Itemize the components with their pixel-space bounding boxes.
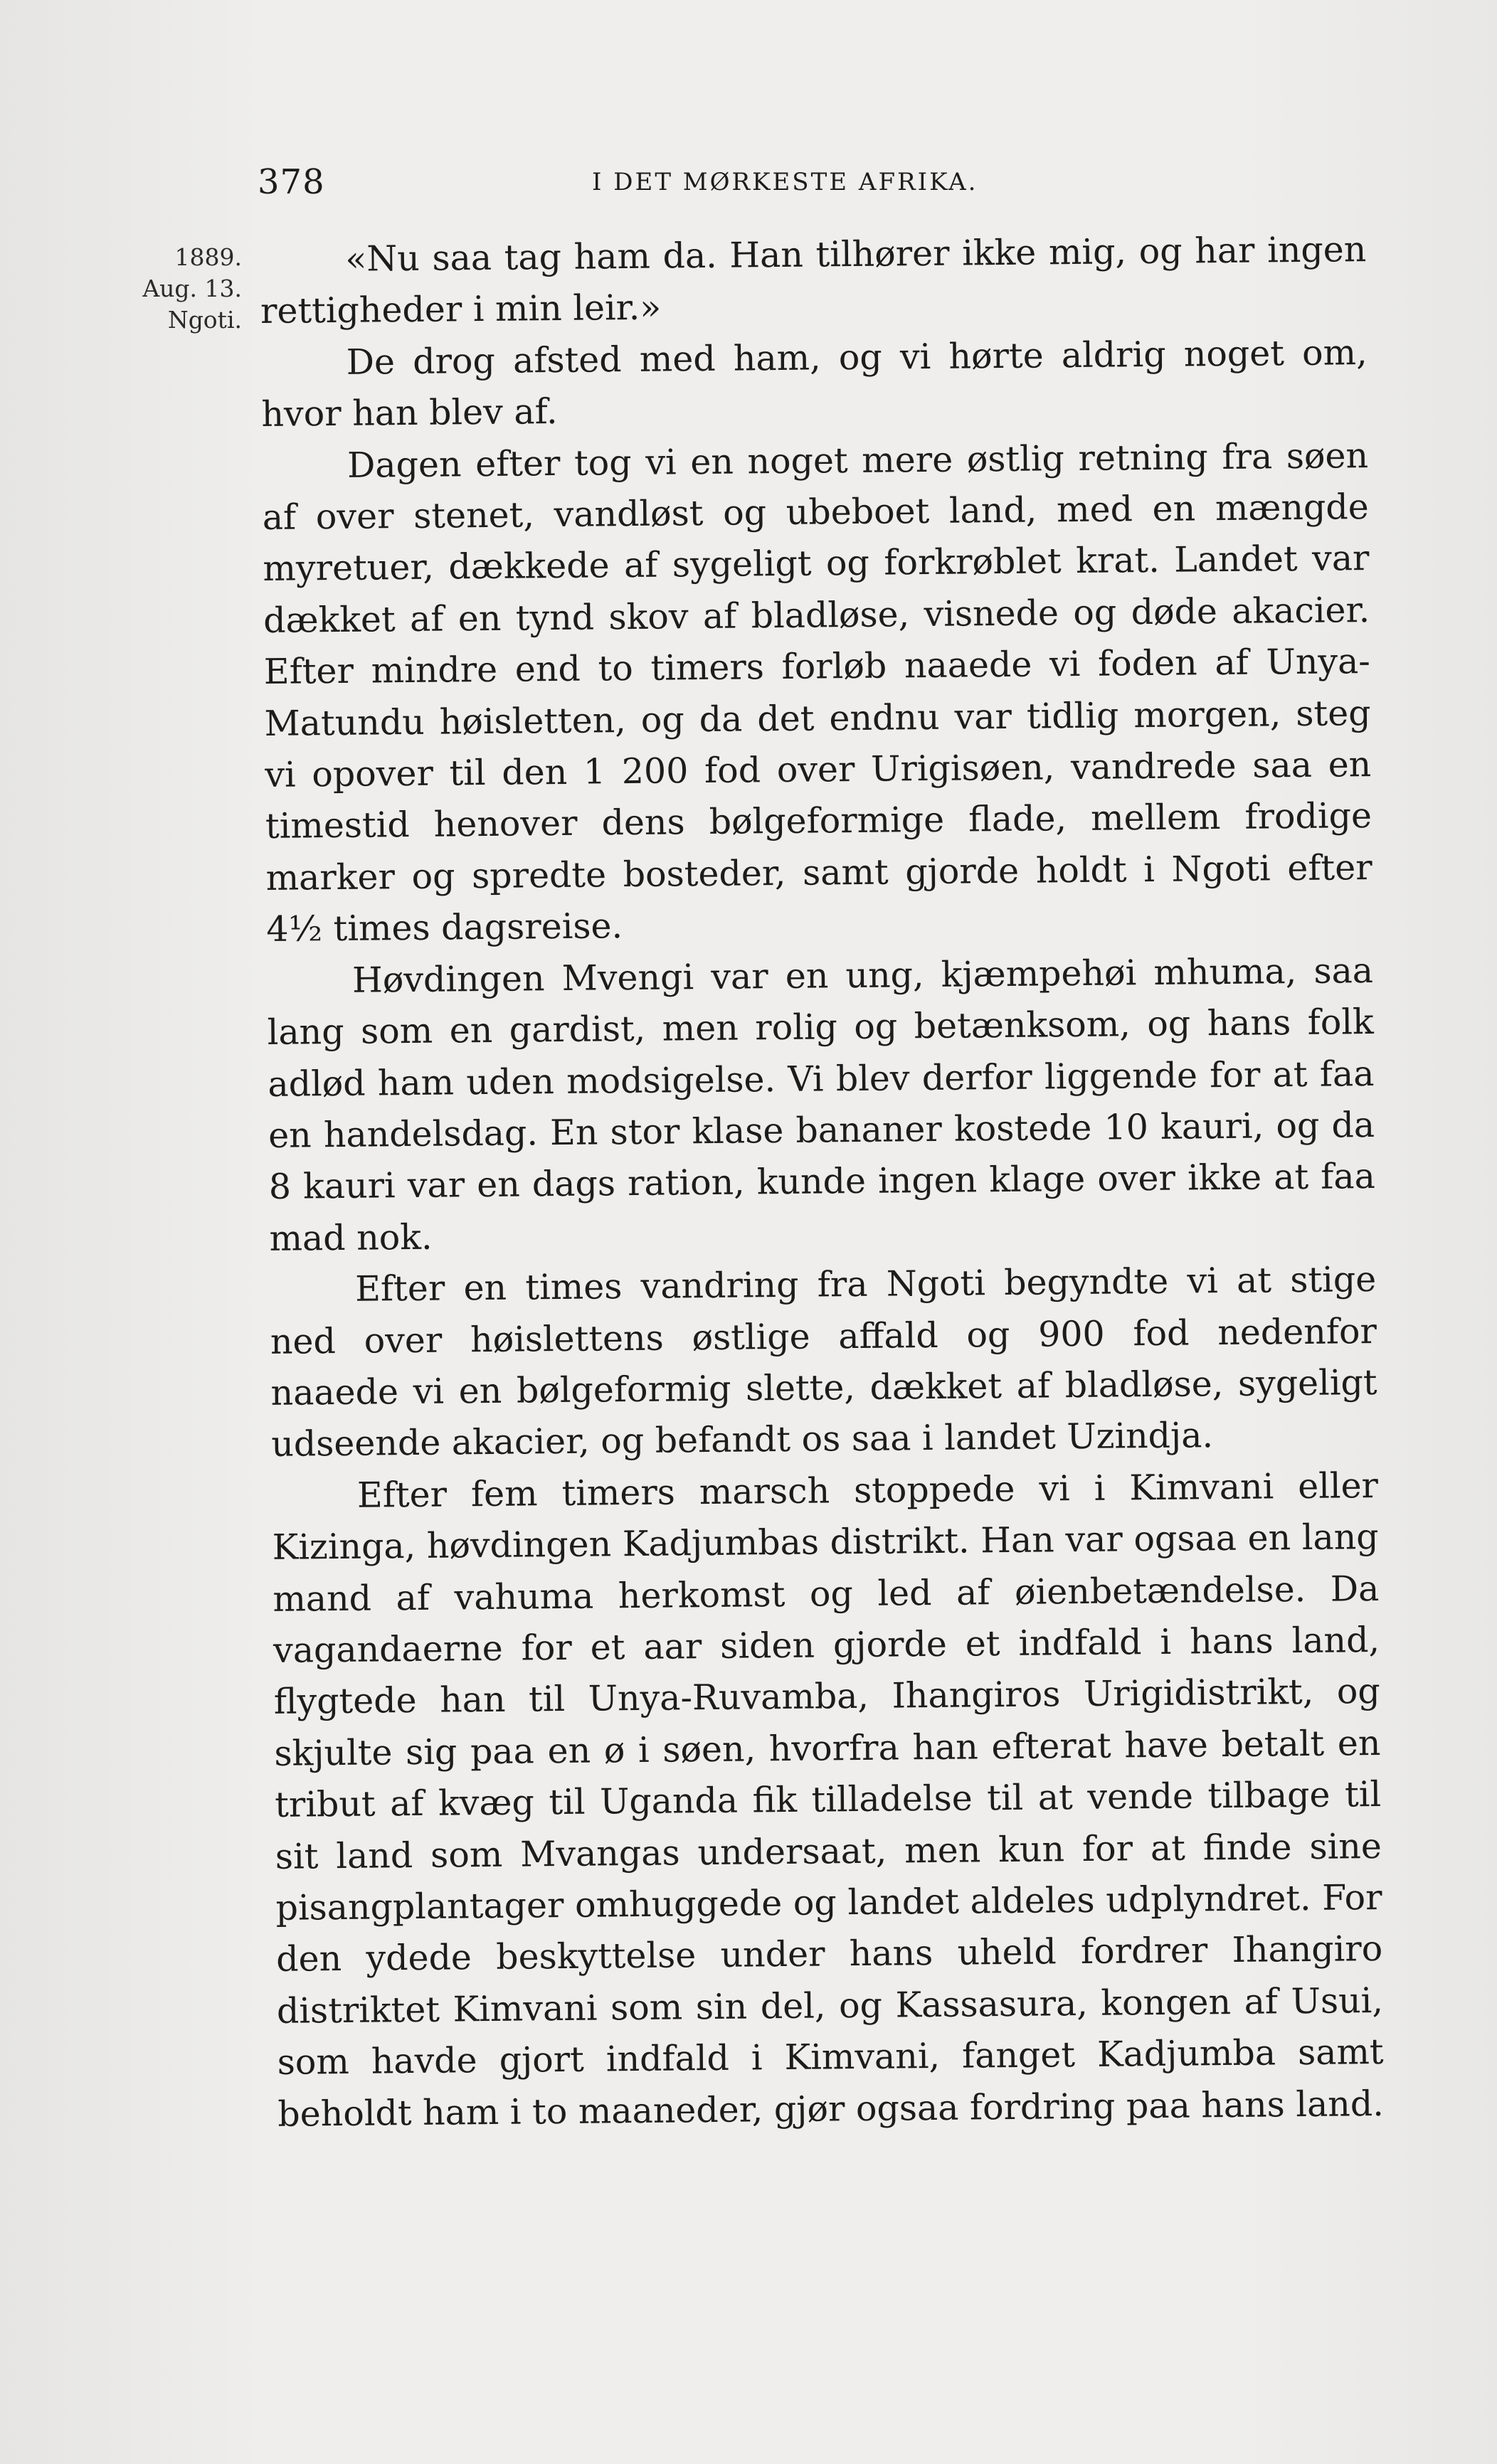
margin-note-place: Ngoti. [167,306,242,334]
margin-note-date: Aug. 13. [142,275,242,302]
paragraph-2: De drog afsted med ham, og vi hørte aldrig noget om, hvor han blev af. [261,331,1368,435]
margin-note [117,242,242,336]
paragraph-3: Dagen efter tog vi en noget mere østlig retning fra søen af over stenet, vandløst og ubeboet land, med en mængde myretuer, dækkede af sygeligt og forkrøblet krat. Landet var dækket af en tynd skov af bladløse, visnede og døde akacier. Efter mindre end to timers forløb naaede vi foden af Unya-Matundu høisletten, og da det endnu var tidlig morgen, steg vi opover til den 1 200 fod over Urigisøen, vandrede saa en timestid henover dens bølgeformige flade, mellem frodige marker og spredte bosteder, samt gjorde holdt i Ngoti efter 4½ times dagsreise. [262,435,1372,950]
paragraph-4: Høvdingen Mvengi var en ung, kjæmpehøi mhuma, saa lang som en gardist, men rolig og betænksom, og hans folk adlød ham uden modsigelse. Vi blev derfor liggende for at faa en handelsdag. En stor klase bananer kostede 10 kauri, og da 8 kauri var en dags ration, kunde ingen klage over ikke at faa mad nok. [267,950,1376,1259]
margin-note-year: 1889. [174,243,242,271]
paragraph-5: Efter en times vandring fra Ngoti begyndte vi at stige ned over høislettens østlige affald og 900 fod nedenfor naaede vi en bølgeformig slette, dækket af bladløse, sygeligt udseende akacier, og befandt os saa i landet Uzindja. [270,1259,1377,1465]
body-text [260,224,1385,2140]
page-header [258,162,1368,205]
running-head: I DET MØRKESTE AFRIKA. [592,168,978,196]
paragraph-1: «Nu saa tag ham da. Han tilhører ikke mig, og har ingen rettigheder i min leir.» [260,229,1367,332]
paragraph-6: Efter fem timers marsch stoppede vi i Kimvani eller Kizinga, høvdingen Kadjumbas distrikt. Han var ogsaa en lang mand af vahuma herkomst og led af øienbetændelse. Da vagandaerne for et aar siden gjorde et indfald i hans land, flygtede han til Unya-Ruvamba, Ihangiros Urigidistrikt, og skjulte sig paa en ø i søen, hvorfra han efterat have betalt en tribut af kvæg til Uganda fik tilladelse til at vende tilbage til sit land som Mvangas undersaat, men kun for at finde sine pisangplantager omhuggede og landet aldeles udplyndret. For den ydede beskyttelse under hans uheld fordrer Ihangiro distriktet Kimvani som sin del, og Kassasura, kongen af Usui, som havde gjort indfald i Kimvani, fanget Kadjumba samt beholdt ham i to maaneder, gjør ogsaa fordring paa hans land. [272,1465,1385,2135]
page-number: 378 [258,162,325,202]
